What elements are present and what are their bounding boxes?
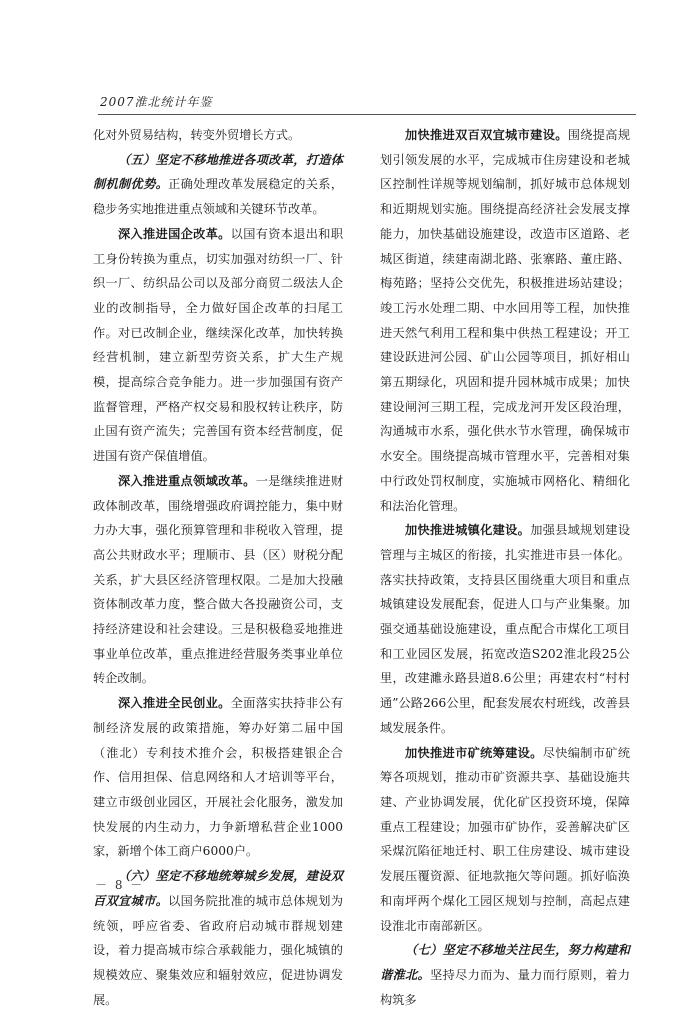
header-rule xyxy=(98,114,636,115)
subheading-soe-reform: 深入推进国企改革。 xyxy=(118,226,231,241)
paragraph-reform xyxy=(93,148,343,222)
subheading-city-building: 加快推进双百双宜城市建设。 xyxy=(405,128,568,142)
right-column xyxy=(380,123,630,1012)
paragraph-body: 全面落实扶持非公有制经济发展的政策措施，筹办好第二届中国（淮北）专利技术推介会，积极搭建银企合作、信用担保、信息网络和人才培训等平台，建立市级创业园区，开展社会化服务，激发加快发展的内生动力，力争新增私营企业1000家，新增个体工商户6000户。 xyxy=(93,696,344,859)
paragraph-body: 以国有资本退出和职工身份转换为重点，切实加强对纺织一厂、针织一厂、纺织品公司以及部分商贸二级法人企业的改制指导，全力做好国企改革的扫尾工作。对已改制企业，继续深化改革，加快转换经营机制，建立新型劳资关系，扩大生产规模，提高综合竞争能力。进一步加强国有资产监督管理，严格产权交易和股权转让秩序，防止国有资产流失；完善国有资本经营制度，促进国有资产保值增值。 xyxy=(93,226,344,464)
section-heading-6: （六）坚定不移地统筹城乡发展，建设双百双宜城市。 xyxy=(93,869,343,908)
paragraph-livelihood xyxy=(380,938,630,1012)
running-title: 2007淮北统计年鉴 xyxy=(100,95,213,109)
paragraph-body: 正确处理改革发展稳定的关系，稳步务实地推进重点领域和关键环节改革。 xyxy=(93,177,344,217)
paragraph-continuation: 化对外贸易结构，转变外贸增长方式。 xyxy=(93,128,301,142)
page-number: － 8 － xyxy=(95,878,145,892)
section-heading-7: （七）坚定不移地关注民生，努力构建和谐淮北。 xyxy=(380,943,630,982)
paragraph-entrepreneurship xyxy=(93,691,343,864)
paragraph-city-mine xyxy=(380,741,630,939)
paragraph-body: 以国务院批准的城市总体规划为统领，呼应省委、省政府启动城市群规划建设，着力提高城市综合承载能力，强化城镇的规模效应、聚集效应和辐射效应，促进协调发展。 xyxy=(93,893,344,1007)
subheading-city-mine: 加快推进市矿统筹建设。 xyxy=(405,745,543,760)
paragraph-body: 坚持尽力而为、量力而行原则，着力构筑多 xyxy=(380,967,631,1007)
paragraph-urbanization xyxy=(380,518,630,740)
subheading-entrepreneurship: 深入推进全民创业。 xyxy=(118,696,231,711)
subheading-key-areas: 深入推进重点领域改革。 xyxy=(118,473,256,488)
subheading-urbanization: 加快推进城镇化建设。 xyxy=(405,523,531,538)
paragraph-city-building xyxy=(380,123,630,518)
paragraph-key-areas xyxy=(93,469,343,691)
section-heading-5: （五）坚定不移地推进各项改革，打造体制机制优势。 xyxy=(93,152,343,192)
paragraph-body: 加强县域规划建设管理与主城区的衔接，扎实推进市县一体化。落实扶持政策，支持县区围绕重大项目和重点城镇建设发展配套，促进人口与产业集聚。加强交通基础设施建设，重点配合市煤化工项目和工业园区发展，拓宽改造S202淮北段25公里，改建濉永路县道8.6公里；再建农村“村村通”公路266公里，配套发展农村班线，改善县域发展条件。 xyxy=(380,523,631,735)
paragraph-body: 尽快编制市矿统筹各项规划，推动市矿资源共享、基础设施共建、产业协调发展，优化矿区投资环境，保障重点工程建设；加强市矿协作，妥善解决矿区采煤沉陷征地迁村、职工住房建设、城市建设发展压覆资源、征地款拖欠等问题。抓好临涣和南坪两个煤化工园区规划与控制，高起点建设淮北市南部新区。 xyxy=(380,745,631,933)
paragraph-body: 一是继续推进财政体制改革，围绕增强政府调控能力，集中财力办大事，强化预算管理和非税收入管理，提高公共财政水平；理顺市、县（区）财税分配关系，扩大县区经济管理权限。二是加大投融资体制改革力度，整合做大各投融资公司，支持经济建设和社会建设。三是积极稳妥地推进事业单位改革，重点推进经营服务类事业单位转企改制。 xyxy=(93,473,344,686)
paragraph-soe-reform xyxy=(93,222,343,469)
paragraph-body: 围绕提高规划引领发展的水平，完成城市住房建设和老城区控制性详规等规划编制，抓好城市总体规划和近期规划实施。围绕提高经济社会发展支撑能力，加快基础设施建设，改造市区道路、老城区街道，续建南湖北路、张寨路、董庄路、梅苑路；坚持公交优先，积极推进场站建设；竣工污水处理二期、中水回用等工程，加快推进天然气利用工程和集中供热工程建设；开工建设跃进河公园、矿山公园等项目，抓好相山第五期绿化，巩固和提升园林城市成果；加快建设闸河三期工程，完成龙河开发区段治理，沟通城市水系，强化供水节水管理，确保城市水安全。围绕提高城市管理水平，完善相对集中行政处罚权制度，实施城市网格化、精细化和法治化管理。 xyxy=(380,128,631,513)
